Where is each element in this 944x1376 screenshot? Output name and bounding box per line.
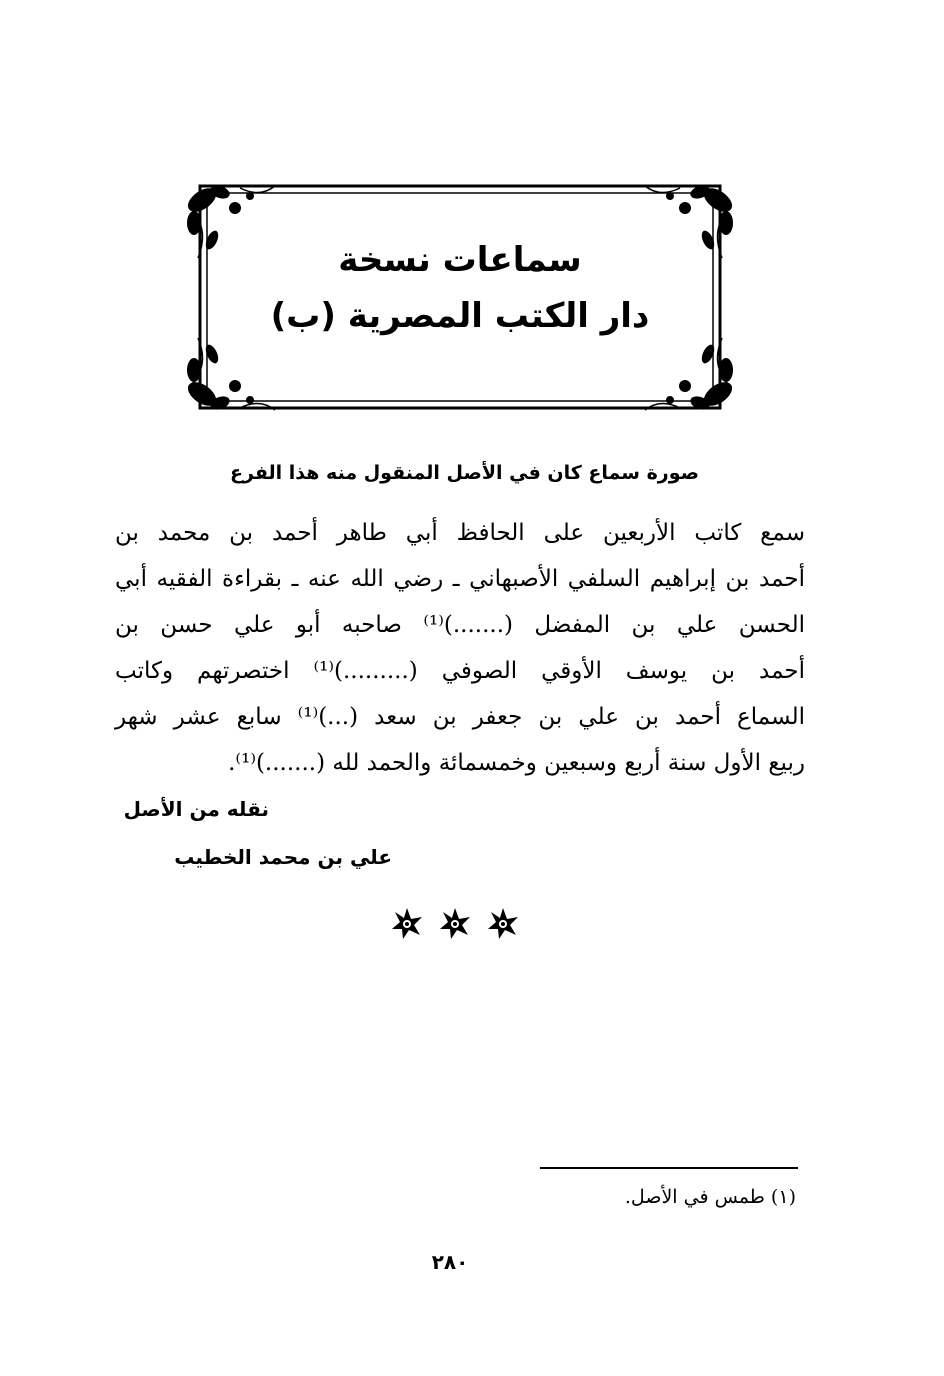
page-title-line1: سماعات نسخة: [338, 240, 582, 280]
signature-line2: علي بن محمد الخطيب: [174, 845, 392, 869]
body-line: أحمد بن يوسف الأوقي الصوفي (.........)⁽¹⁾ اختصرتهم وكاتب: [115, 658, 805, 684]
body-line: أحمد بن إبراهيم السلفي الأصبهاني ـ رضي الله عنه ـ بقراءة الفقيه أبي: [115, 566, 805, 592]
page-number: ٢٨٠: [431, 1250, 469, 1274]
page-title-line2: دار الكتب المصرية (ب): [270, 296, 650, 336]
flower-star-icon: [385, 906, 525, 942]
footnote: (١) طمس في الأصل.: [624, 1186, 796, 1208]
body-paragraph: [115, 510, 805, 786]
body-line: الحسن علي بن المفضل (.......)⁽¹⁾ صاحبه أبو علي حسن بن: [115, 612, 805, 638]
title-frame: [180, 178, 740, 418]
footnote-divider: [540, 1167, 798, 1169]
body-line: السماع أحمد بن علي بن جعفر بن سعد (...)⁽¹⁾ سابع عشر شهر: [115, 704, 805, 730]
body-line: سمع كاتب الأربعين على الحافظ أبي طاهر أحمد بن محمد بن: [115, 520, 805, 546]
body-line: ربيع الأول سنة أربع وسبعين وخمسمائة والحمد لله (.......)⁽¹⁾.: [228, 750, 805, 776]
signature-line1: نقله من الأصل: [123, 797, 269, 821]
section-heading: صورة سماع كان في الأصل المنقول منه هذا الفرع: [230, 462, 699, 484]
